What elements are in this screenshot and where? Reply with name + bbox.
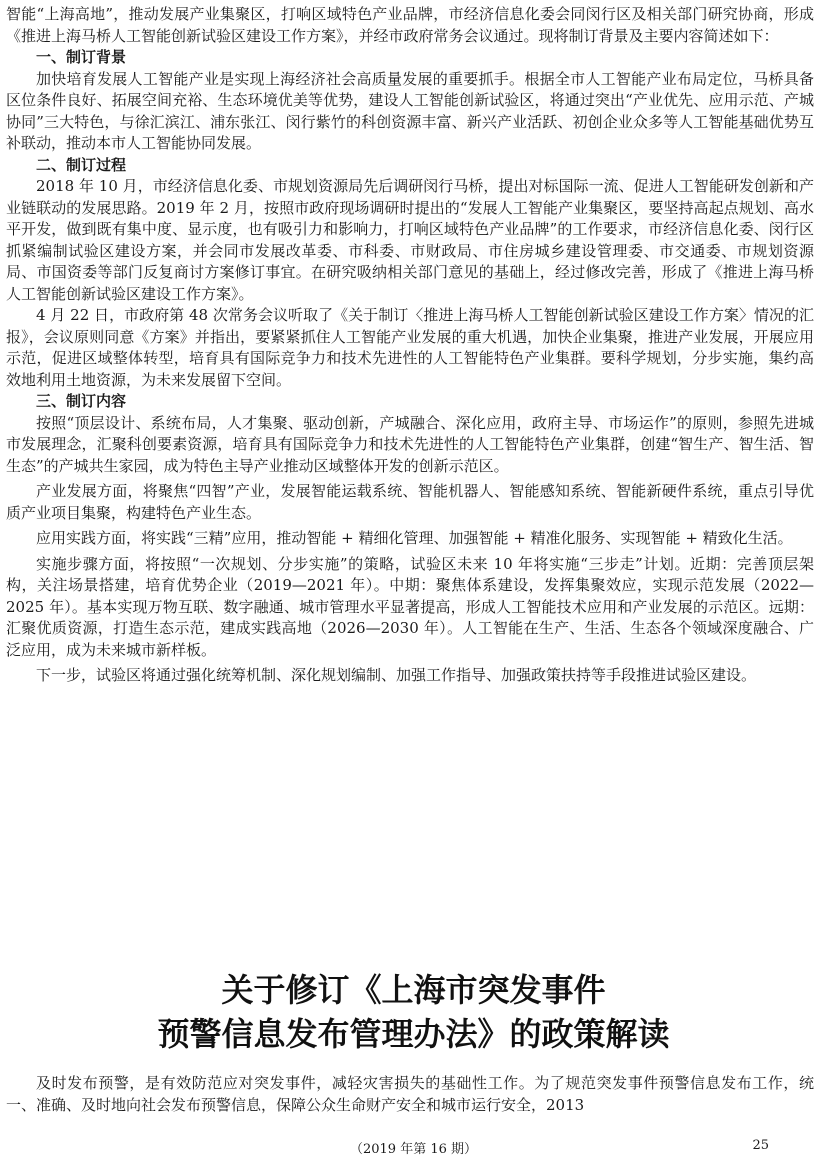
section-heading-background: 一、制订背景 [36, 48, 127, 66]
paragraph-process-2: 4 月 22 日，市政府第 48 次常务会议听取了《关于制订〈推进上海马桥人工智能创新试验区建设工作方案〉情况的汇报》，会议原则同意《方案》并指出，要紧紧抓住人工智能产业发展的重大机遇，加快企业集聚，推进产业发展，开展应用示范，促进区域整体转型，培育具有国际竞争力和技术先进性的人工智能特色产业集群。要科学规划，分步实施，集约高效地利用土地资源，为未来发展留下空间。 [6, 306, 814, 389]
article-intro [6, 1072, 814, 1116]
paragraph-content-principles: 按照“顶层设计、系统布局，人才集聚、驱动创新，产城融合、深化应用，政府主导、市场运作”的原则，参照先进城市发展理念，汇聚科创要素资源，培育具有国际竞争力和技术先进性的人工智能特色产业集群，创建“智生产、智生活、智生态”的产城共生家园，成为特色主导产业推动区域整体开发的创新示范区。 [6, 413, 814, 475]
section-heading-process: 二、制订过程 [36, 155, 127, 174]
article-body [6, 4, 814, 687]
paragraph-content-industry: 产业发展方面，将聚焦“四智”产业，发展智能运载系统、智能机器人、智能感知系统、智能新硬件系统，重点引导优质产业项目集聚，构建特色产业生态。 [6, 482, 814, 522]
intro-paragraph: 及时发布预警，是有效防范应对突发事件，减轻灾害损失的基础性工作。为了规范突发事件预警信息发布工作，统一、准确、及时地向社会发布预警信息，保障公众生命财产安全和城市运行安全，2013 [6, 1074, 814, 1114]
paragraph-content-application: 应用实践方面，将实践“三精”应用，推动智能 + 精细化管理、加强智能 + 精准化服务、实现智能 + 精致化生活。 [36, 529, 793, 547]
article-title [0, 968, 827, 1056]
title-line-2: 预警信息发布管理办法》的政策解读 [157, 1015, 670, 1053]
page-number: 25 [752, 1138, 769, 1153]
title-line-1: 关于修订《上海市突发事件 [221, 971, 606, 1009]
paragraph-next-steps: 下一步，试验区将通过强化统筹机制、深化规划编制、加强工作指导、加强政策扶持等手段推进试验区建设。 [36, 666, 757, 684]
issue-label: （2019 年第 16 期） [349, 1142, 478, 1157]
paragraph-background: 加快培育发展人工智能产业是实现上海经济社会高质量发展的重要抓手。根据全市人工智能产业布局定位，马桥具备区位条件良好、拓展空间充裕、生态环境优美等优势，建设人工智能创新试验区，将通过突出“产业优先、应用示范、产城协同”三大特色，与徐汇滨江、浦东张江、闵行紫竹的科创资源丰富、新兴产业活跃、初创企业众多等人工智能基础优势互补联动，推动本市人工智能协同发展。 [6, 69, 814, 152]
paragraph-process-1: 2018 年 10 月，市经济信息化委、市规划资源局先后调研闵行马桥，提出对标国际一流、促进人工智能研发创新和产业链联动的发展思路。2019 年 2 月，按照市政府现场调研时提出的“发展人工智能产业集聚区，要坚持高起点规划、高水平开发，做到既有集中度、显示度，也有吸引力和影响力，打响区域特色产业品牌”的工作要求，市经济信息化委、闵行区抓紧编制试验区建设方案，并会同市发展改革委、市科委、市财政局、市住房城乡建设管理委、市交通委、市规划资源局、市国资委等部门反复商讨方案修订事宜。在研究吸纳相关部门意见的基础上，经过修改完善，形成了《推进上海马桥人工智能创新试验区建设工作方案》。 [6, 177, 814, 303]
lead-paragraph: 智能“上海高地”，推动发展产业集聚区，打响区域特色产业品牌，市经济信息化委会同闵行区及相关部门研究协商，形成《推进上海马桥人工智能创新试验区建设工作方案》，并经市政府常务会议通过。现将制订背景及主要内容简述如下： [6, 5, 814, 45]
section-heading-content: 三、制订内容 [36, 392, 127, 410]
paragraph-content-steps: 实施步骤方面，将按照“一次规划、分步实施”的策略，试验区未来 10 年将实施“三步走”计划。近期：完善顶层架构，关注场景搭建，培育优势企业（2019—2021 年）。中期：聚焦体系建设，发挥集聚效应，实现示范发展（2022—2025 年）。基本实现万物互联、数字融通、城市管理水平显著提高，形成人工智能技术应用和产业发展的示范区。远期：汇聚优质资源，打造生态示范，建成实践高地（2026—2030 年）。人工智能在生产、生活、生态各个领域深度融合、广泛应用，成为未来城市新样板。 [6, 554, 814, 659]
page-footer [0, 1134, 827, 1158]
